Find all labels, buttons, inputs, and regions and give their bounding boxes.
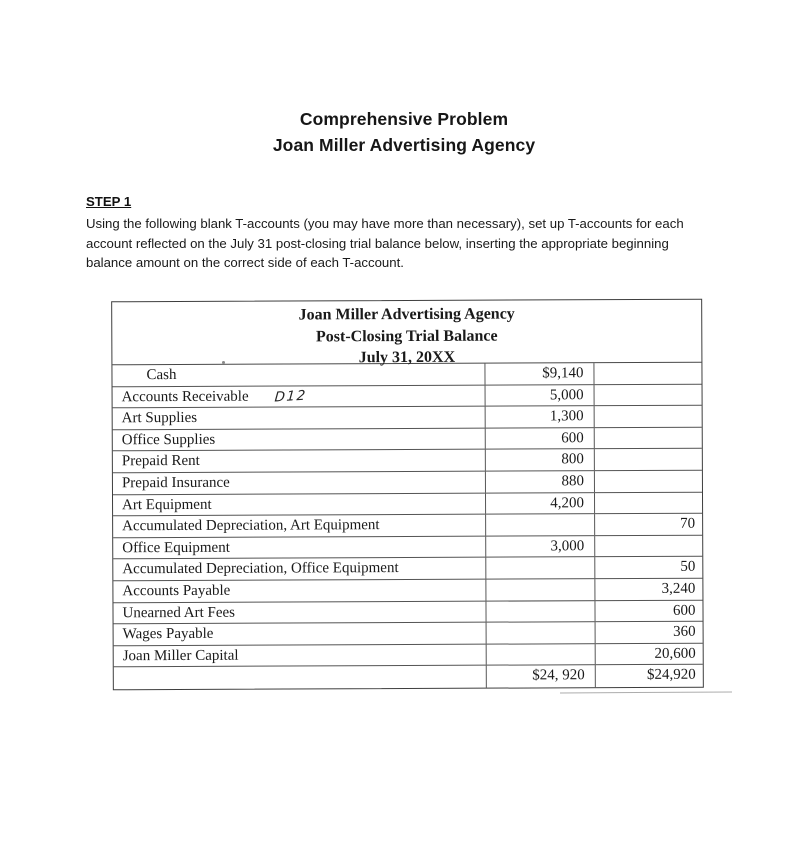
debit-amount-cell: 5,000	[485, 385, 595, 406]
trial-balance-date: July 31, 20XX	[358, 348, 456, 367]
account-name-cell	[113, 428, 485, 450]
debit-amount-cell	[485, 601, 595, 622]
step1-instructions: Using the following blank T-accounts (you may have more than necessary), set up T-accounts for each account reflected on the July 31 post-closing trial balance below, inserting the appropriate beginning balance amount on the correct side of each T-account.	[86, 216, 684, 270]
account-name: Accounts Receivable	[121, 388, 249, 405]
account-name: Art Equipment	[122, 496, 212, 513]
debit-amount-cell	[485, 579, 595, 600]
trial-balance-row	[113, 406, 702, 430]
document-title	[11, 106, 786, 158]
account-name-cell	[113, 580, 485, 602]
trial-balance-row	[114, 622, 703, 646]
credit-amount-cell	[595, 492, 702, 513]
account-name: Prepaid Rent	[121, 453, 200, 470]
credit-amount-cell: 360	[673, 623, 696, 640]
debit-amount-cell	[486, 644, 596, 665]
trial-balance-statement-title: Post-Closing Trial Balance	[315, 327, 498, 345]
handwritten-annotation: D12	[273, 387, 308, 406]
trial-balance-total-row	[114, 665, 703, 689]
trial-balance-company-name: Joan Miller Advertising Agency	[298, 305, 515, 324]
step1-heading: STEP 1	[86, 194, 132, 209]
debit-amount-cell: 3,000	[485, 536, 595, 557]
credit-amount-cell	[595, 384, 702, 405]
scan-artifact-line	[560, 692, 732, 694]
total-debit-amount: $24, 920	[486, 665, 596, 687]
credit-amount-cell	[595, 427, 702, 448]
credit-amount-cell	[595, 471, 702, 492]
account-name-cell	[113, 450, 485, 472]
credit-amount-cell: 3,240	[661, 580, 696, 597]
trial-balance-row	[113, 449, 702, 473]
trial-balance-row	[113, 471, 702, 495]
document-title-line-1: Comprehensive Problem	[299, 109, 509, 129]
account-name-cell	[114, 644, 486, 666]
account-name: Cash	[146, 367, 177, 384]
trial-balance-row	[112, 363, 701, 387]
step1-section	[86, 194, 714, 273]
trial-balance-header	[112, 300, 701, 366]
debit-amount-cell	[485, 514, 595, 535]
credit-amount-cell	[595, 535, 702, 556]
debit-amount-cell: $9,140	[484, 363, 594, 384]
credit-amount-cell: 600	[672, 602, 696, 619]
account-name: Prepaid Insurance	[121, 474, 230, 492]
account-name-cell	[113, 493, 485, 515]
debit-amount-cell: 4,200	[485, 493, 595, 514]
scan-artifact-dot	[222, 361, 225, 364]
trial-balance-row	[113, 492, 702, 516]
account-name-cell	[114, 623, 486, 645]
credit-amount-cell	[594, 363, 701, 384]
account-name-cell	[113, 601, 485, 623]
debit-amount-cell: 880	[485, 471, 595, 492]
trial-balance-row	[113, 427, 702, 451]
account-name: Office Supplies	[121, 431, 216, 449]
account-name-cell	[113, 536, 485, 558]
debit-amount-cell	[485, 558, 595, 579]
account-name: Accumulated Depreciation, Art Equipment	[122, 517, 380, 535]
credit-amount-cell	[595, 406, 702, 427]
trial-balance-row	[113, 384, 702, 408]
debit-amount-cell: 1,300	[485, 406, 595, 427]
trial-balance-row	[113, 535, 702, 559]
account-name-cell	[113, 515, 485, 537]
trial-balance-row	[113, 600, 702, 624]
debit-amount-cell: 800	[485, 450, 595, 471]
credit-amount-cell: 50	[680, 559, 696, 576]
document-title-line-2: Joan Miller Advertising Agency	[272, 135, 536, 155]
account-name-cell	[113, 472, 485, 494]
credit-amount-cell: 70	[680, 515, 696, 532]
account-name-cell	[113, 385, 485, 407]
trial-balance-row	[113, 514, 702, 538]
account-name: Joan Miller Capital	[122, 647, 239, 664]
debit-amount-cell: 600	[485, 428, 595, 449]
account-name: Accounts Payable	[122, 582, 231, 600]
account-name: Unearned Art Fees	[122, 604, 236, 621]
account-name-cell	[113, 407, 485, 429]
trial-balance-table	[111, 299, 704, 690]
account-name: Wages Payable	[122, 625, 214, 643]
trial-balance-body	[112, 363, 702, 668]
account-name-cell	[112, 364, 484, 386]
debit-amount-cell	[486, 622, 596, 643]
credit-amount-cell	[595, 449, 702, 470]
account-name: Accumulated Depreciation, Office Equipment	[122, 560, 399, 578]
credit-amount-cell: 20,600	[654, 645, 696, 662]
total-row-account-cell	[114, 666, 486, 689]
account-name: Art Supplies	[121, 410, 198, 427]
total-credit-amount: $24,920	[647, 667, 696, 684]
account-name: Office Equipment	[122, 539, 230, 556]
trial-balance-row	[113, 557, 702, 581]
trial-balance-row	[113, 579, 702, 603]
account-name-cell	[113, 558, 485, 580]
trial-balance-row	[114, 643, 703, 667]
